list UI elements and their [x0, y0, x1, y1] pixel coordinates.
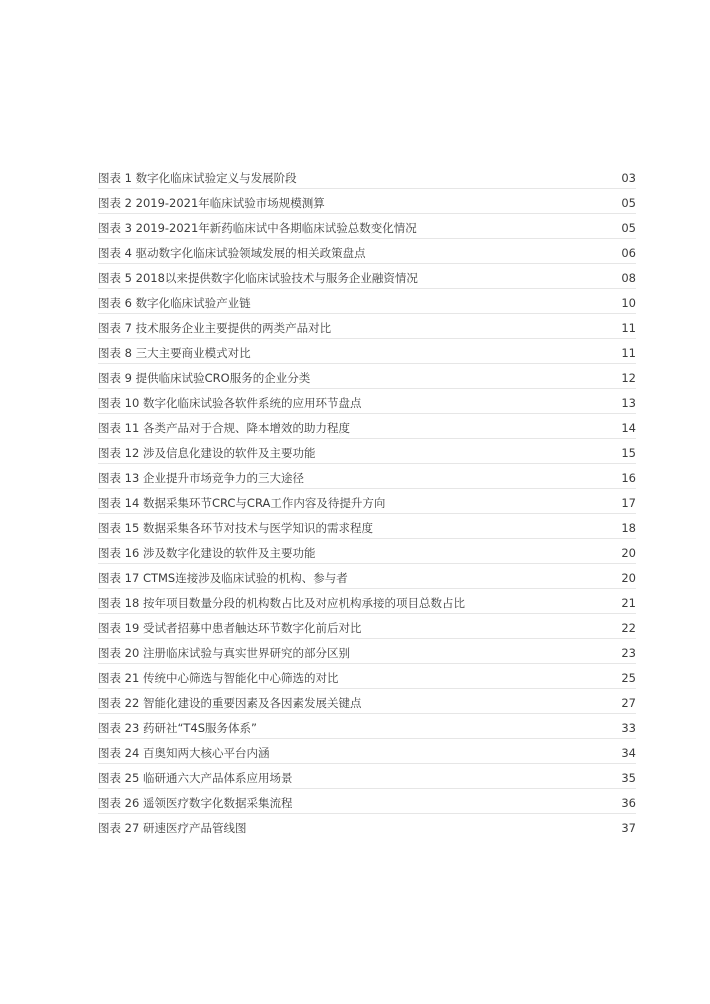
toc-entry-title: 图表 11 各类产品对于合规、降本增效的助力程度: [98, 421, 350, 435]
toc-entry-page: 34: [621, 746, 636, 760]
toc-entry[interactable]: [98, 818, 636, 838]
toc-entry[interactable]: [98, 393, 636, 414]
toc-entry[interactable]: [98, 593, 636, 614]
toc-entry-title: 图表 15 数据采集各环节对技术与医学知识的需求程度: [98, 521, 373, 535]
toc-entry-title: 图表 4 驱动数字化临床试验领域发展的相关政策盘点: [98, 246, 366, 260]
toc-entry[interactable]: [98, 743, 636, 764]
toc-entry-title: 图表 9 提供临床试验CRO服务的企业分类: [98, 371, 311, 385]
toc-entry-title: 图表 25 临研通六大产品体系应用场景: [98, 771, 293, 785]
toc-entry-title: 图表 20 注册临床试验与真实世界研究的部分区别: [98, 646, 350, 660]
toc-entry[interactable]: [98, 443, 636, 464]
toc-entry-page: 05: [621, 196, 636, 210]
toc-entry-page: 20: [621, 546, 636, 560]
toc-entry-page: 27: [621, 696, 636, 710]
toc-entry-title: 图表 6 数字化临床试验产业链: [98, 296, 251, 310]
toc-entry-title: 图表 18 按年项目数量分段的机构数占比及对应机构承接的项目总数占比: [98, 596, 465, 610]
toc-entry[interactable]: [98, 243, 636, 264]
toc-entry-page: 08: [621, 271, 636, 285]
toc-entry[interactable]: [98, 293, 636, 314]
toc-entry[interactable]: [98, 468, 636, 489]
toc-entry[interactable]: [98, 193, 636, 214]
toc-entry-page: 36: [621, 796, 636, 810]
toc-entry-title: 图表 21 传统中心筛选与智能化中心筛选的对比: [98, 671, 339, 685]
toc-entry[interactable]: [98, 218, 636, 239]
toc-entry[interactable]: [98, 618, 636, 639]
toc-entry-page: 12: [621, 371, 636, 385]
toc-entry[interactable]: [98, 368, 636, 389]
toc-entry-title: 图表 5 2018以来提供数字化临床试验技术与服务企业融资情况: [98, 271, 418, 285]
toc-entry[interactable]: [98, 793, 636, 814]
toc-entry[interactable]: [98, 643, 636, 664]
toc-entry[interactable]: [98, 693, 636, 714]
toc-entry[interactable]: [98, 518, 636, 539]
toc-entry-page: 25: [621, 671, 636, 685]
toc-entry[interactable]: [98, 543, 636, 564]
toc-entry-page: 35: [621, 771, 636, 785]
toc-entry-title: 图表 3 2019-2021年新药临床试中各期临床试验总数变化情况: [98, 221, 417, 235]
toc-entry-page: 13: [621, 396, 636, 410]
toc-entry-title: 图表 1 数字化临床试验定义与发展阶段: [98, 171, 297, 185]
toc-entry-page: 23: [621, 646, 636, 660]
toc-entry-title: 图表 12 涉及信息化建设的软件及主要功能: [98, 446, 316, 460]
toc-entry-page: 14: [621, 421, 636, 435]
toc-entry-page: 11: [621, 346, 636, 360]
toc-entry[interactable]: [98, 493, 636, 514]
toc-entry-title: 图表 17 CTMS连接涉及临床试验的机构、参与者: [98, 571, 348, 585]
toc-entry-page: 03: [621, 171, 636, 185]
toc-entry-page: 21: [621, 596, 636, 610]
toc-entry[interactable]: [98, 318, 636, 339]
toc-entry[interactable]: [98, 418, 636, 439]
toc-entry-title: 图表 26 遥领医疗数字化数据采集流程: [98, 796, 293, 810]
toc-entry[interactable]: [98, 668, 636, 689]
toc-entry[interactable]: [98, 718, 636, 739]
toc-entry-page: 11: [621, 321, 636, 335]
toc-entry-title: 图表 23 药研社“T4S服务体系”: [98, 721, 257, 735]
toc-entry[interactable]: [98, 768, 636, 789]
toc-entry-page: 33: [621, 721, 636, 735]
toc-entry-title: 图表 22 智能化建设的重要因素及各因素发展关键点: [98, 696, 362, 710]
toc-entry[interactable]: [98, 343, 636, 364]
toc-entry-title: 图表 19 受试者招募中患者触达环节数字化前后对比: [98, 621, 362, 635]
toc-entry[interactable]: [98, 568, 636, 589]
toc-entry-page: 05: [621, 221, 636, 235]
table-of-figures: [98, 168, 636, 842]
toc-entry-title: 图表 8 三大主要商业模式对比: [98, 346, 251, 360]
toc-entry-title: 图表 27 研速医疗产品管线图: [98, 821, 247, 835]
toc-entry-title: 图表 10 数字化临床试验各软件系统的应用环节盘点: [98, 396, 362, 410]
toc-entry-page: 37: [621, 821, 636, 835]
toc-entry-page: 16: [621, 471, 636, 485]
toc-entry-title: 图表 7 技术服务企业主要提供的两类产品对比: [98, 321, 332, 335]
toc-entry-title: 图表 16 涉及数字化建设的软件及主要功能: [98, 546, 316, 560]
toc-entry[interactable]: [98, 268, 636, 289]
toc-entry-page: 06: [621, 246, 636, 260]
toc-entry-page: 22: [621, 621, 636, 635]
toc-entry-page: 20: [621, 571, 636, 585]
toc-entry-title: 图表 14 数据采集环节CRC与CRA工作内容及待提升方向: [98, 496, 386, 510]
toc-entry-title: 图表 13 企业提升市场竞争力的三大途径: [98, 471, 304, 485]
toc-entry-page: 18: [621, 521, 636, 535]
toc-entry[interactable]: [98, 168, 636, 189]
toc-entry-page: 10: [621, 296, 636, 310]
toc-entry-title: 图表 24 百奥知两大核心平台内涵: [98, 746, 270, 760]
toc-entry-title: 图表 2 2019-2021年临床试验市场规模测算: [98, 196, 325, 210]
toc-entry-page: 17: [621, 496, 636, 510]
toc-entry-page: 15: [621, 446, 636, 460]
